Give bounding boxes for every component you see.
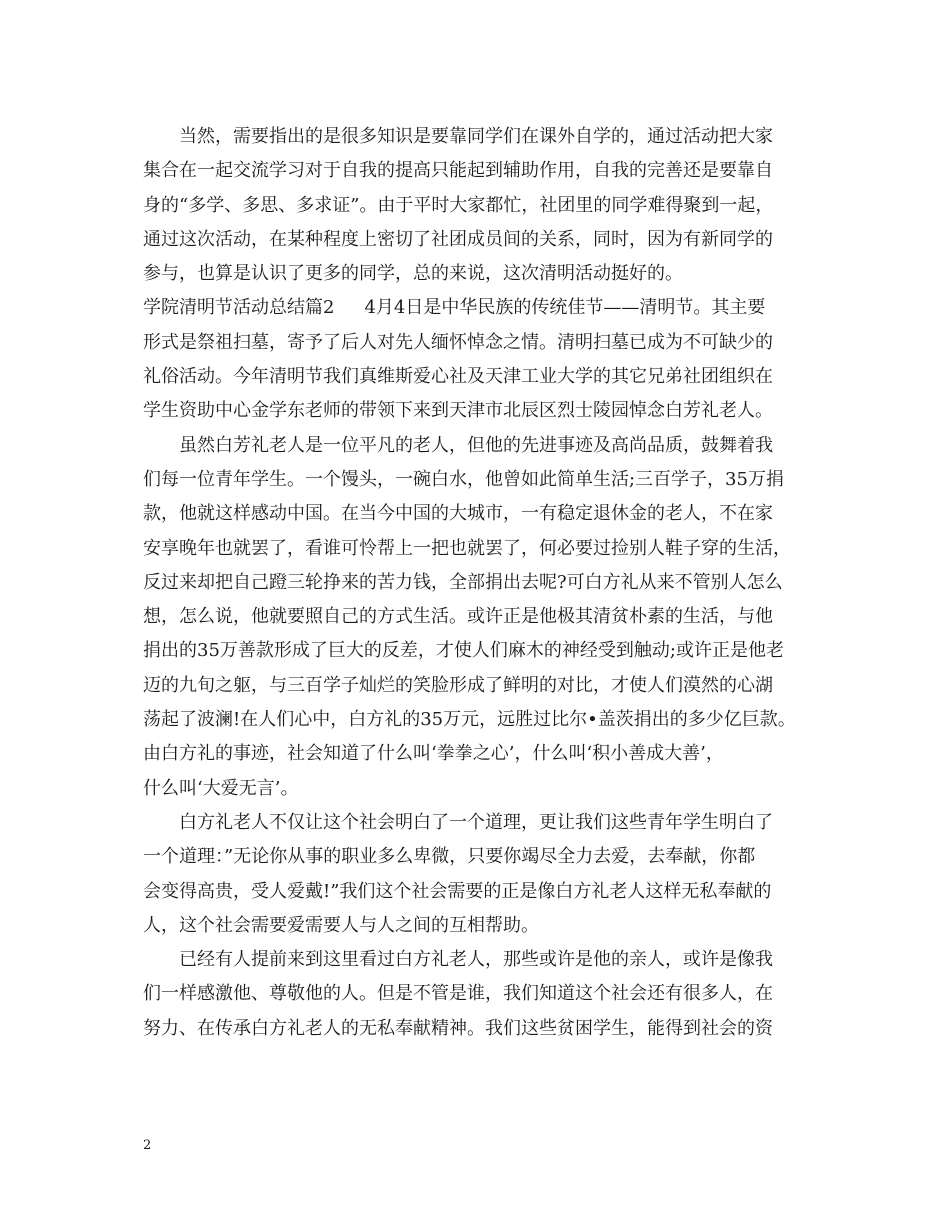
text-line: 们每一位青年学生。一个馒头，一碗白水，他曾如此简单生活;三百学子，35万捐 [143, 468, 784, 490]
text-line: 捐出的35万善款形成了巨大的反差，才使人们麻木的神经受到触动;或许正是他老 [143, 640, 784, 662]
paragraph-2 [143, 291, 823, 428]
text-line: 款，他就这样感动中国。在当今中国的大城市，一有稳定退休金的老人，不在家 [143, 503, 773, 525]
text-line: 4月4日是中华民族的传统佳节——清明节。其主要 [364, 297, 766, 319]
text-line: 集合在一起交流学习对于自我的提高只能起到辅助作用，自我的完善还是要靠自 [143, 160, 773, 182]
section-heading-line [143, 291, 823, 325]
text-line: 一个道理：”无论你从事的职业多么卑微，只要你竭尽全力去爱，去奉献，你都 [143, 846, 756, 868]
text-line: 努力、在传承白方礼老人的无私奉献精神。我们这些贫困学生，能得到社会的资 [143, 1017, 773, 1039]
text-line: 什么叫‘大爱无言’。 [143, 777, 299, 799]
document-body [143, 120, 823, 1046]
text-line: 当然，需要指出的是很多知识是要靠同学们在课外自学的，通过活动把大家 [179, 126, 773, 147]
text-line: 形式是祭祖扫墓，寄予了后人对先人缅怀悼念之情。清明扫墓已成为不可缺少的 [143, 331, 773, 353]
text-line: 通过这次活动，在某种程度上密切了社团成员间的关系，同时，因为有新同学的 [143, 228, 773, 250]
text-line: 们一样感激他、尊敬他的人。但是不管是谁，我们知道这个社会还有很多人，在 [143, 983, 773, 1005]
text-line: 想，怎么说，他就要照自己的方式生活。或许正是他极其清贫朴素的生活，与他 [143, 606, 773, 628]
text-line: 虽然白芳礼老人是一位平凡的老人，但他的先进事迹及高尚品质，鼓舞着我 [179, 434, 773, 456]
text-line: 学生资助中心金学东老师的带领下来到天津市北辰区烈士陵园悼念白芳礼老人。 [143, 400, 773, 422]
text-line: 身的“多学、多思、多求证”。由于平时大家都忙，社团里的同学难得聚到一起， [143, 194, 774, 216]
text-line: 迈的九旬之躯，与三百学子灿烂的笑脸形成了鲜明的对比，才使人们漠然的心湖 [143, 674, 773, 696]
text-line: 礼俗活动。今年清明节我们真维斯爱心社及天津工业大学的其它兄弟社团组织在 [143, 366, 773, 388]
paragraph-4 [143, 806, 823, 943]
text-line: 已经有人提前来到这里看过白方礼老人，那些或许是他的亲人，或许是像我 [179, 949, 773, 971]
text-line: 参与，也算是认识了更多的同学，总的来说，这次清明活动挺好的。 [143, 263, 683, 285]
text-line: 会变得高贵，受人爱戴!”我们这个社会需要的正是像白方礼老人这样无私奉献的 [143, 880, 772, 902]
text-line: 安享晚年也就罢了，看谁可怜帮上一把也就罢了，何必要过捡别人鞋子穿的生活， [143, 537, 791, 559]
text-line: 白方礼老人不仅让这个社会明白了一个道理，更让我们这些青年学生明白了 [179, 811, 773, 833]
paragraph-1 [143, 120, 823, 291]
text-line: 荡起了波澜!在人们心中，白方礼的35万元，远胜过比尔•盖茨捐出的多少亿巨款。 [143, 709, 796, 731]
text-line: 反过来却把自己蹬三轮挣来的苦力钱，全部捐出去呢?可白方礼从来不管别人怎么 [143, 571, 783, 593]
section-heading: 学院清明节活动总结篇2 [143, 297, 335, 319]
paragraph-5 [143, 943, 823, 1046]
text-line: 人，这个社会需要爱需要人与人之间的互相帮助。 [143, 914, 539, 936]
text-line: 由白方礼的事迹，社会知道了什么叫‘拳拳之心’，什么叫‘积小善成大善’， [143, 743, 724, 765]
paragraph-3 [143, 429, 823, 806]
page-number: 2 [143, 1138, 152, 1153]
